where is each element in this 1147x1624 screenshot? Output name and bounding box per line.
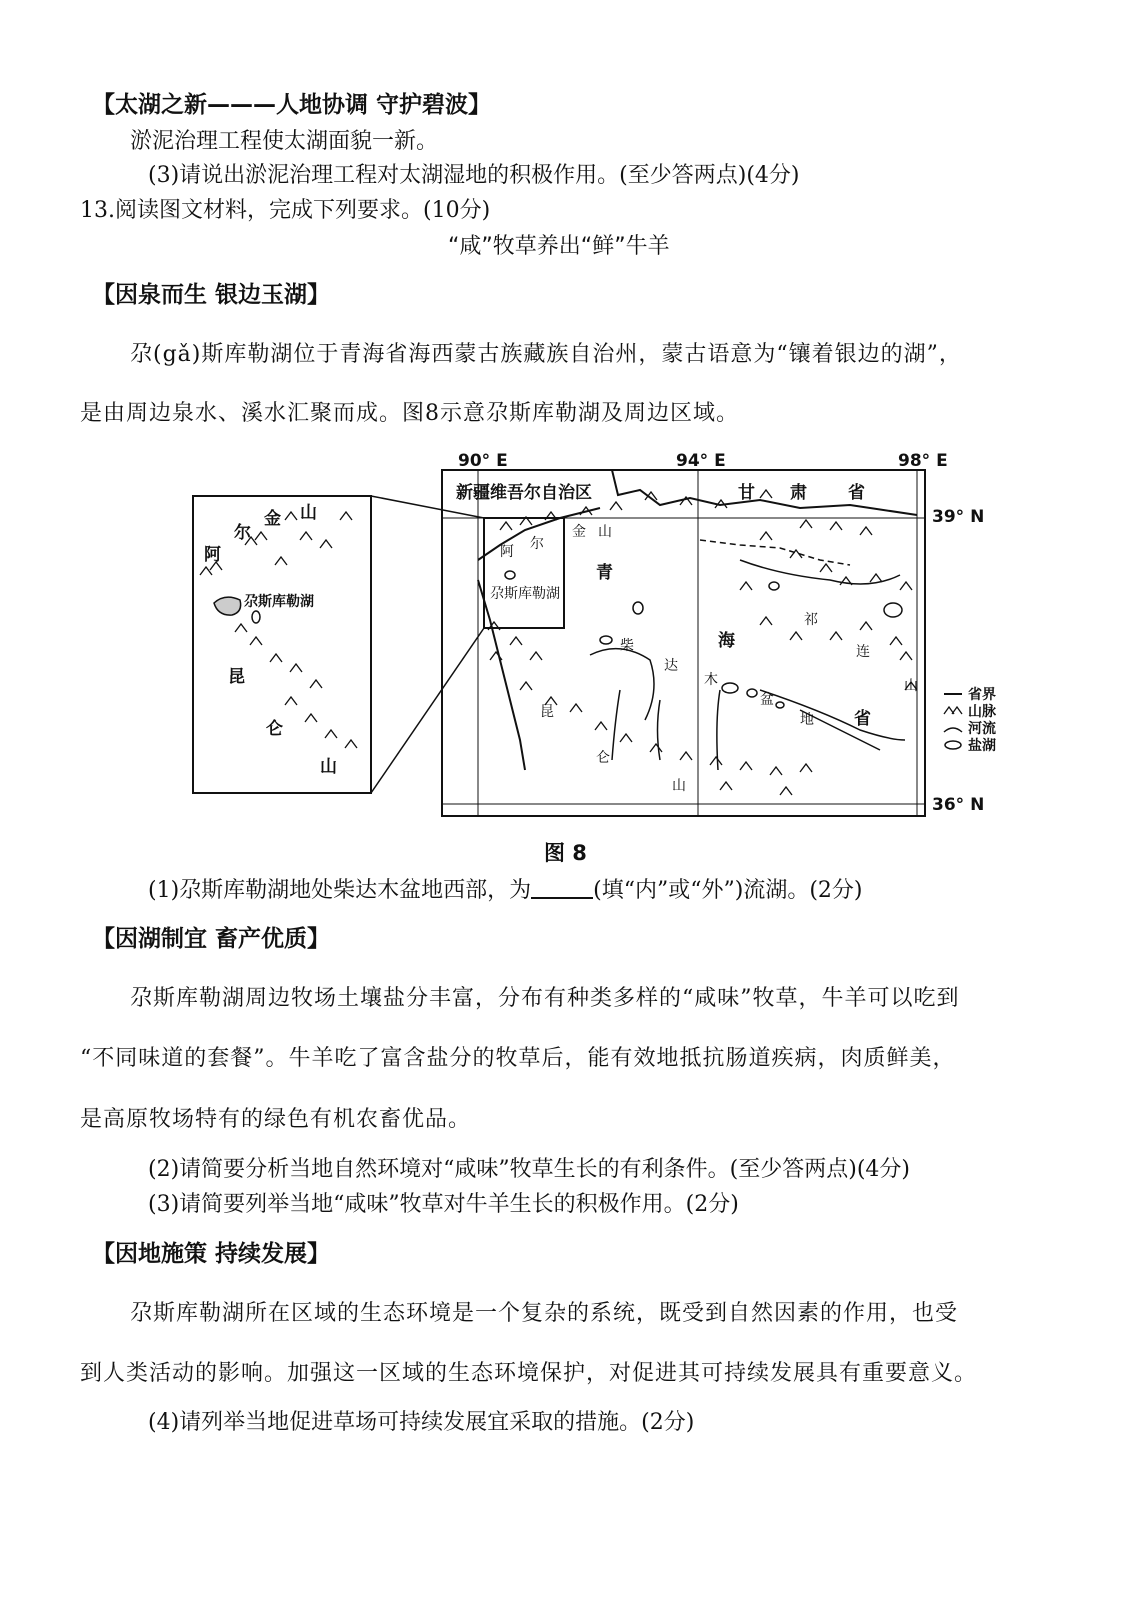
kunlun-label: 仑 [596, 750, 610, 766]
paragraph-line: 尕(gǎ)斯库勒湖位于青海省海西蒙古族藏族自治州，蒙古语意为“镶着银边的湖”， [130, 342, 962, 367]
legend-label: 盐湖 [968, 738, 996, 754]
section-heading-development: 【因地施策 持续发展】 [92, 1241, 331, 1267]
inset-label: 阿 [204, 545, 221, 565]
altun-label: 山 [598, 524, 612, 540]
question-4: (4)请列举当地促进草场可持续发展宜采取的措施。(2分) [148, 1410, 695, 1435]
qinghai-label: 海 [718, 631, 735, 651]
altun-label: 阿 [500, 544, 514, 560]
section-heading-spring: 【因泉而生 银边玉湖】 [92, 282, 331, 308]
taihu-text: 淤泥治理工程使太湖面貌一新。 [130, 129, 439, 154]
qaidam-label: 木 [704, 672, 718, 688]
answer-blank[interactable] [531, 877, 593, 899]
lon-label: 98° E [898, 451, 948, 471]
lon-label: 90° E [458, 451, 508, 471]
inset-label: 山 [320, 757, 337, 777]
lat-label: 36° N [932, 795, 985, 815]
inset-area-box [484, 518, 564, 628]
paragraph-line: 是由周边泉水、溪水汇聚而成。图8示意尕斯库勒湖及周边区域。 [80, 401, 739, 426]
question-1 [148, 873, 863, 904]
inset-label: 尔 [234, 523, 251, 543]
qaidam-label: 盆 [760, 692, 774, 708]
kunlun-label: 昆 [540, 704, 554, 720]
question-3: (3)请简要列举当地“咸味”牧草对牛羊生长的积极作用。(2分) [148, 1192, 739, 1217]
main-lake-label: 尕斯库勒湖 [490, 586, 560, 602]
legend-label: 山脉 [968, 704, 996, 720]
kunlun-label: 山 [672, 778, 686, 794]
inset-label: 山 [300, 503, 317, 523]
question-13-prompt: 13.阅读图文材料，完成下列要求。(10分) [80, 198, 491, 223]
inset-lake-label: 尕斯库勒湖 [244, 594, 314, 610]
section-heading-taihu: 【太湖之新———人地协调 守护碧波】 [92, 92, 492, 118]
legend-label: 河流 [968, 721, 996, 737]
qaidam-label: 柴 [620, 638, 634, 654]
inset-label: 仑 [266, 719, 283, 739]
qaidam-label: 地 [800, 712, 814, 728]
paragraph-line: 到人类活动的影响。加强这一区域的生态环境保护，对促进其可持续发展具有重要意义。 [80, 1361, 978, 1386]
paragraph-line: 尕斯库勒湖所在区域的生态环境是一个复杂的系统，既受到自然因素的作用，也受 [130, 1301, 959, 1326]
qilian-label: 连 [856, 644, 870, 660]
qinghai-label: 省 [854, 709, 871, 729]
map-figure-8 [180, 444, 1020, 864]
gansu-label: 肃 [790, 483, 807, 503]
qilian-label: 祁 [804, 612, 818, 628]
question-1-text: (填“内”或“外”)流湖。(2分) [593, 878, 863, 903]
inset-frame [193, 496, 371, 793]
figure-caption: 图 8 [544, 841, 587, 865]
paragraph-line: 尕斯库勒湖周边牧场土壤盐分丰富，分布有种类多样的“咸味”牧草，牛羊可以吃到 [130, 986, 960, 1011]
qinghai-label: 青 [596, 563, 613, 583]
main-map-frame [442, 470, 925, 816]
map-legend [944, 686, 997, 754]
question-2: (2)请简要分析当地自然环境对“咸味”牧草生长的有利条件。(至少答两点)(4分) [148, 1157, 910, 1182]
gansu-label: 甘 [738, 483, 755, 503]
paragraph-line: “不同味道的套餐”。牛羊吃了富含盐分的牧草后，能有效地抵抗肠道疾病，肉质鲜美， [80, 1046, 956, 1071]
material-title: “咸”牧草养出“鲜”牛羊 [448, 234, 670, 259]
gansu-label: 省 [848, 483, 865, 503]
question-1-text: (1)尕斯库勒湖地处柴达木盆地西部，为 [148, 878, 532, 903]
lat-label: 39° N [932, 507, 985, 527]
inset-label: 昆 [228, 667, 245, 687]
taihu-question-3: (3)请说出淤泥治理工程对太湖湿地的积极作用。(至少答两点)(4分) [148, 163, 800, 188]
inset-label: 金 [264, 509, 281, 529]
lon-label: 94° E [676, 451, 726, 471]
xinjiang-label: 新疆维吾尔自治区 [456, 483, 592, 503]
section-heading-lake: 【因湖制宜 畜产优质】 [92, 926, 331, 952]
qilian-label: 山 [904, 678, 918, 694]
altun-label: 尔 [530, 536, 544, 552]
qaidam-label: 达 [664, 658, 678, 674]
legend-label: 省界 [968, 687, 996, 703]
altun-label: 金 [572, 524, 586, 540]
paragraph-line: 是高原牧场特有的绿色有机农畜优品。 [80, 1107, 472, 1132]
